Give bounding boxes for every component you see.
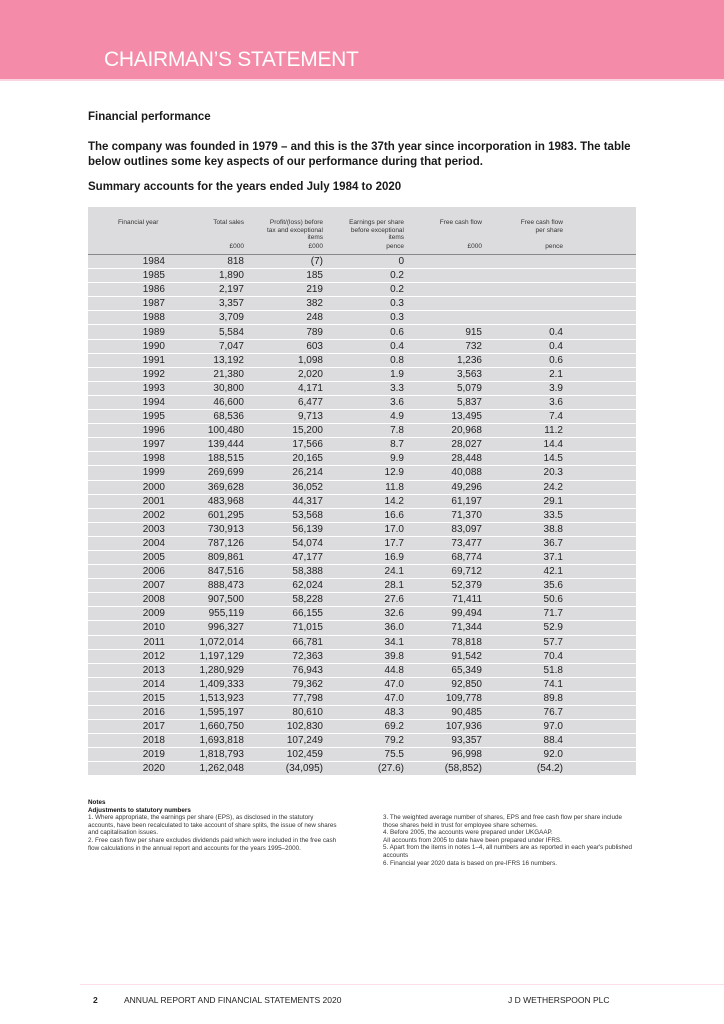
- table-cell: 36.7: [482, 536, 563, 550]
- table-cell: 0.2: [323, 269, 404, 283]
- table-cell: 2000: [88, 480, 165, 494]
- table-cell: 37.1: [482, 550, 563, 564]
- table-cell: 28.1: [323, 579, 404, 593]
- table-cell: 907,500: [165, 593, 244, 607]
- table-cell: 1999: [88, 466, 165, 480]
- table-cell: 269,699: [165, 466, 244, 480]
- table-cell: 34.1: [323, 635, 404, 649]
- table-cell: 13,495: [404, 410, 482, 424]
- table-cell: 730,913: [165, 522, 244, 536]
- table-cell: 21,380: [165, 367, 244, 381]
- unit-row: [88, 243, 636, 255]
- table-cell: 102,459: [244, 748, 323, 762]
- table-cell: 2017: [88, 720, 165, 734]
- column-unit: [88, 243, 165, 255]
- table-cell: 7,047: [165, 339, 244, 353]
- table-cell: 2018: [88, 734, 165, 748]
- table-cell: 61,197: [404, 494, 482, 508]
- table-cell: 789: [244, 325, 323, 339]
- table-cell: 2012: [88, 649, 165, 663]
- report-title: ANNUAL REPORT AND FINANCIAL STATEMENTS 2020: [124, 995, 342, 1005]
- table-row: [88, 663, 636, 677]
- table-cell: 48.3: [323, 706, 404, 720]
- table-row: [88, 255, 636, 269]
- table-cell: 3.9: [482, 381, 563, 395]
- table-cell: 16.6: [323, 508, 404, 522]
- table-row: [88, 565, 636, 579]
- table-cell: 66,155: [244, 607, 323, 621]
- table-cell: 14.5: [482, 452, 563, 466]
- table-cell: 46,600: [165, 395, 244, 409]
- table-row: [88, 522, 636, 536]
- table-cell: 1984: [88, 255, 165, 269]
- table-cell: [482, 311, 563, 325]
- note: 1. Where appropriate, the earnings per share (EPS), as disclosed in the statutory accounts, have been recalculated to take account of share splits, the issue of new shares and capitalisation issues.: [88, 814, 337, 837]
- table-cell: 97.0: [482, 720, 563, 734]
- table-cell: 72,363: [244, 649, 323, 663]
- table-row: [88, 410, 636, 424]
- table-row: [88, 480, 636, 494]
- table-cell: 71,015: [244, 621, 323, 635]
- table-row: [88, 720, 636, 734]
- table-cell: 66,781: [244, 635, 323, 649]
- table-cell: 0.3: [323, 311, 404, 325]
- table-cell: 93,357: [404, 734, 482, 748]
- table-cell: 68,536: [165, 410, 244, 424]
- table-cell: 9,713: [244, 410, 323, 424]
- table-cell: 847,516: [165, 565, 244, 579]
- table-cell: 69.2: [323, 720, 404, 734]
- table-cell: 188,515: [165, 452, 244, 466]
- table-cell: 74.1: [482, 677, 563, 691]
- table-cell: 787,126: [165, 536, 244, 550]
- table-cell: 2007: [88, 579, 165, 593]
- table-cell: 50.6: [482, 593, 563, 607]
- table-row: [88, 579, 636, 593]
- table-cell: 33.5: [482, 508, 563, 522]
- table-row: [88, 438, 636, 452]
- table-cell: 2008: [88, 593, 165, 607]
- column-header: Free cash flow per share: [520, 219, 563, 234]
- table-row: [88, 381, 636, 395]
- notes-left: [88, 799, 338, 852]
- table-cell: 52.9: [482, 621, 563, 635]
- page-number: 2: [93, 995, 98, 1005]
- table-cell: 44,317: [244, 494, 323, 508]
- table-row: [88, 550, 636, 564]
- table-cell: 56,139: [244, 522, 323, 536]
- table-cell: 24.2: [482, 480, 563, 494]
- table-cell: 70.4: [482, 649, 563, 663]
- table-cell: 17,566: [244, 438, 323, 452]
- table-cell: 1,890: [165, 269, 244, 283]
- table-cell: 185: [244, 269, 323, 283]
- table-cell: 1998: [88, 452, 165, 466]
- table-cell: 68,774: [404, 550, 482, 564]
- column-header: Earnings per share before exceptional items: [349, 219, 404, 241]
- table-cell: 2001: [88, 494, 165, 508]
- table-cell: (27.6): [323, 762, 404, 776]
- table-row: [88, 452, 636, 466]
- table-cell: [482, 283, 563, 297]
- table-row: [88, 621, 636, 635]
- table-cell: 83,097: [404, 522, 482, 536]
- table-cell: 17.0: [323, 522, 404, 536]
- table-cell: 62,024: [244, 579, 323, 593]
- table-cell: 89.8: [482, 691, 563, 705]
- table-cell: 7.4: [482, 410, 563, 424]
- column-header: Profit/(loss) before tax and exceptional items: [266, 219, 323, 241]
- table-row: [88, 536, 636, 550]
- table-cell: 100,480: [165, 424, 244, 438]
- table-cell: 27.6: [323, 593, 404, 607]
- footer-divider: [80, 984, 724, 985]
- table-cell: (58,852): [404, 762, 482, 776]
- table-cell: 57.7: [482, 635, 563, 649]
- table-cell: 102,830: [244, 720, 323, 734]
- note: 4. Before 2005, the accounts were prepared under UKGAAP.: [383, 829, 553, 837]
- table-cell: 54,074: [244, 536, 323, 550]
- table-cell: 3,357: [165, 297, 244, 311]
- table-cell: 44.8: [323, 663, 404, 677]
- table-row: [88, 297, 636, 311]
- column-unit: pence: [323, 243, 404, 255]
- table-cell: 1996: [88, 424, 165, 438]
- table-cell: 2002: [88, 508, 165, 522]
- table-cell: 107,249: [244, 734, 323, 748]
- table-cell: 32.6: [323, 607, 404, 621]
- summary-accounts-table: [88, 207, 636, 775]
- table-cell: 248: [244, 311, 323, 325]
- table-cell: 3.6: [482, 395, 563, 409]
- table-cell: [482, 297, 563, 311]
- table-cell: 58,228: [244, 593, 323, 607]
- table-cell: 2015: [88, 691, 165, 705]
- table-cell: 6,477: [244, 395, 323, 409]
- table-cell: 65,349: [404, 663, 482, 677]
- table-cell: 47.0: [323, 691, 404, 705]
- table-cell: 5,584: [165, 325, 244, 339]
- table-cell: 1991: [88, 353, 165, 367]
- table-cell: 71,370: [404, 508, 482, 522]
- table-cell: 16.9: [323, 550, 404, 564]
- note: 2. Free cash flow per share excludes dividends paid which were included in the free cash flow calculations in the annual report and accounts for the years 1995–2000.: [88, 836, 337, 852]
- table-cell: 1.9: [323, 367, 404, 381]
- column-unit: £000: [165, 243, 244, 255]
- table-cell: 0.6: [323, 325, 404, 339]
- table-cell: 1,098: [244, 353, 323, 367]
- table-cell: 47.0: [323, 677, 404, 691]
- table-cell: 76.7: [482, 706, 563, 720]
- table-cell: 996,327: [165, 621, 244, 635]
- table-cell: 888,473: [165, 579, 244, 593]
- table-cell: 76,943: [244, 663, 323, 677]
- table-row: [88, 607, 636, 621]
- table-cell: 36.0: [323, 621, 404, 635]
- column-unit: £000: [404, 243, 482, 255]
- table-cell: [482, 269, 563, 283]
- table-cell: (34,095): [244, 762, 323, 776]
- table-cell: 52,379: [404, 579, 482, 593]
- table-cell: 382: [244, 297, 323, 311]
- table-row: [88, 706, 636, 720]
- table-cell: 11.8: [323, 480, 404, 494]
- table-row: [88, 762, 636, 776]
- table-cell: 1985: [88, 269, 165, 283]
- table-row: [88, 311, 636, 325]
- column-header: Free cash flow: [439, 219, 482, 226]
- table-cell: 1986: [88, 283, 165, 297]
- table-cell: 109,778: [404, 691, 482, 705]
- table-cell: 219: [244, 283, 323, 297]
- table-cell: 1992: [88, 367, 165, 381]
- table-cell: 26,214: [244, 466, 323, 480]
- table-cell: [482, 255, 563, 269]
- table-cell: 2005: [88, 550, 165, 564]
- table-cell: 1,409,333: [165, 677, 244, 691]
- table-cell: 20,968: [404, 424, 482, 438]
- table-cell: 14.4: [482, 438, 563, 452]
- table-cell: 2003: [88, 522, 165, 536]
- table-cell: 2006: [88, 565, 165, 579]
- table-cell: 3,709: [165, 311, 244, 325]
- table-cell: 91,542: [404, 649, 482, 663]
- table-cell: 1987: [88, 297, 165, 311]
- table-cell: 5,837: [404, 395, 482, 409]
- table-cell: 1997: [88, 438, 165, 452]
- notes-heading: Notes: [88, 799, 106, 806]
- table-cell: 11.2: [482, 424, 563, 438]
- table-cell: 71,411: [404, 593, 482, 607]
- table-cell: 28,027: [404, 438, 482, 452]
- table-cell: 1990: [88, 339, 165, 353]
- table-cell: 1,693,818: [165, 734, 244, 748]
- table-cell: 36,052: [244, 480, 323, 494]
- column-header: Financial year: [118, 219, 159, 226]
- table-cell: 0.3: [323, 297, 404, 311]
- table-cell: 139,444: [165, 438, 244, 452]
- table-row: [88, 508, 636, 522]
- table-cell: 732: [404, 339, 482, 353]
- table-cell: [404, 269, 482, 283]
- intro-text: The company was founded in 1979 – and this is the 37th year since incorporation in 1983. The table below outlines some key aspects of our performance during that period.: [88, 141, 631, 168]
- table-cell: 71,344: [404, 621, 482, 635]
- table-cell: 2,197: [165, 283, 244, 297]
- table-cell: 0.4: [482, 339, 563, 353]
- table-cell: 51.8: [482, 663, 563, 677]
- note: 6. Financial year 2020 data is based on pre-IFRS 16 numbers.: [383, 859, 557, 867]
- table-cell: 96,998: [404, 748, 482, 762]
- table-cell: 17.7: [323, 536, 404, 550]
- table-cell: 2004: [88, 536, 165, 550]
- table-cell: 818: [165, 255, 244, 269]
- table-row: [88, 691, 636, 705]
- table-cell: 0.4: [482, 325, 563, 339]
- table-cell: 603: [244, 339, 323, 353]
- table-cell: 3.3: [323, 381, 404, 395]
- table-cell: 0: [323, 255, 404, 269]
- table-cell: 1989: [88, 325, 165, 339]
- table-cell: 39.8: [323, 649, 404, 663]
- header-row: [88, 207, 636, 243]
- table-cell: 75.5: [323, 748, 404, 762]
- table-row: [88, 367, 636, 381]
- table-cell: 2010: [88, 621, 165, 635]
- table-cell: 20,165: [244, 452, 323, 466]
- table-row: [88, 283, 636, 297]
- table-cell: 88.4: [482, 734, 563, 748]
- header-band: [0, 0, 724, 81]
- table-cell: 601,295: [165, 508, 244, 522]
- table-row: [88, 677, 636, 691]
- notes-right: [383, 814, 633, 867]
- table-cell: [404, 283, 482, 297]
- note: 5. Apart from the items in notes 1–4, all numbers are as reported in each year's published accounts: [383, 844, 633, 859]
- table-cell: (54.2): [482, 762, 563, 776]
- table-cell: 369,628: [165, 480, 244, 494]
- table-cell: 4.9: [323, 410, 404, 424]
- table-cell: 1,197,129: [165, 649, 244, 663]
- table-cell: 90,485: [404, 706, 482, 720]
- table-cell: 955,119: [165, 607, 244, 621]
- table-cell: 71.7: [482, 607, 563, 621]
- table-cell: 2.1: [482, 367, 563, 381]
- table-cell: 80,610: [244, 706, 323, 720]
- table-cell: 809,861: [165, 550, 244, 564]
- table-cell: 4,171: [244, 381, 323, 395]
- table-row: [88, 325, 636, 339]
- table-row: [88, 593, 636, 607]
- note: 3. The weighted average number of shares, EPS and free cash flow per share include those shares held in trust for employee share schemes.: [383, 814, 622, 829]
- table-cell: 58,388: [244, 565, 323, 579]
- table-cell: 79.2: [323, 734, 404, 748]
- table-cell: 24.1: [323, 565, 404, 579]
- table-row: [88, 466, 636, 480]
- table-cell: 1,660,750: [165, 720, 244, 734]
- table-cell: 12.9: [323, 466, 404, 480]
- table-cell: 5,079: [404, 381, 482, 395]
- table-cell: 53,568: [244, 508, 323, 522]
- section-title: Financial performance: [88, 111, 211, 123]
- table-cell: 483,968: [165, 494, 244, 508]
- column-unit: £000: [244, 243, 323, 255]
- table-cell: 2020: [88, 762, 165, 776]
- table-row: [88, 269, 636, 283]
- table-cell: 3,563: [404, 367, 482, 381]
- table-cell: 1,280,929: [165, 663, 244, 677]
- table-row: [88, 748, 636, 762]
- table-cell: 79,362: [244, 677, 323, 691]
- table-cell: 1,262,048: [165, 762, 244, 776]
- table-cell: 1994: [88, 395, 165, 409]
- table-cell: 69,712: [404, 565, 482, 579]
- table-cell: 30,800: [165, 381, 244, 395]
- table-cell: 2011: [88, 635, 165, 649]
- table-cell: 0.4: [323, 339, 404, 353]
- table-cell: 2014: [88, 677, 165, 691]
- table-cell: 1,236: [404, 353, 482, 367]
- table-cell: 8.7: [323, 438, 404, 452]
- table-cell: [404, 297, 482, 311]
- table-cell: 1,595,197: [165, 706, 244, 720]
- table-cell: 2013: [88, 663, 165, 677]
- table-row: [88, 395, 636, 409]
- table-row: [88, 339, 636, 353]
- table-cell: 78,818: [404, 635, 482, 649]
- table-row: [88, 734, 636, 748]
- table-cell: 3.6: [323, 395, 404, 409]
- table-cell: 28,448: [404, 452, 482, 466]
- table-cell: 1,818,793: [165, 748, 244, 762]
- table-row: [88, 649, 636, 663]
- table-title: Summary accounts for the years ended July 1984 to 2020: [88, 181, 402, 193]
- table-cell: 2009: [88, 607, 165, 621]
- note: All accounts from 2005 to date have been prepared under IFRS.: [383, 836, 562, 844]
- table-cell: 47,177: [244, 550, 323, 564]
- table-cell: 107,936: [404, 720, 482, 734]
- table-cell: (7): [244, 255, 323, 269]
- table-cell: [404, 311, 482, 325]
- table-cell: 13,192: [165, 353, 244, 367]
- table-row: [88, 424, 636, 438]
- column-header: Total sales: [213, 219, 244, 226]
- table-cell: 1,072,014: [165, 635, 244, 649]
- table-cell: 1988: [88, 311, 165, 325]
- notes-subheading: Adjustments to statutory numbers: [88, 806, 191, 814]
- table-cell: 49,296: [404, 480, 482, 494]
- table-cell: 38.8: [482, 522, 563, 536]
- table-cell: 73,477: [404, 536, 482, 550]
- page-title: CHAIRMAN’S STATEMENT: [104, 48, 359, 71]
- column-unit: pence: [482, 243, 563, 255]
- table-cell: 40,088: [404, 466, 482, 480]
- table-cell: 2016: [88, 706, 165, 720]
- company-name: J D WETHERSPOON PLC: [508, 995, 610, 1005]
- table-row: [88, 353, 636, 367]
- table-cell: 14.2: [323, 494, 404, 508]
- table-cell: 1995: [88, 410, 165, 424]
- table-cell: 92,850: [404, 677, 482, 691]
- table-cell: 77,798: [244, 691, 323, 705]
- table-cell: 7.8: [323, 424, 404, 438]
- table-cell: 20.3: [482, 466, 563, 480]
- table-cell: 35.6: [482, 579, 563, 593]
- table-cell: 1993: [88, 381, 165, 395]
- table-cell: 92.0: [482, 748, 563, 762]
- table-cell: 0.2: [323, 283, 404, 297]
- table-cell: 915: [404, 325, 482, 339]
- table-row: [88, 494, 636, 508]
- table-cell: [404, 255, 482, 269]
- table-cell: 29.1: [482, 494, 563, 508]
- table-cell: 0.8: [323, 353, 404, 367]
- table-cell: 2,020: [244, 367, 323, 381]
- table-row: [88, 635, 636, 649]
- table-cell: 0.6: [482, 353, 563, 367]
- table-cell: 2019: [88, 748, 165, 762]
- table-cell: 9.9: [323, 452, 404, 466]
- table-cell: 15,200: [244, 424, 323, 438]
- table-cell: 42.1: [482, 565, 563, 579]
- table-cell: 1,513,923: [165, 691, 244, 705]
- table-cell: 99,494: [404, 607, 482, 621]
